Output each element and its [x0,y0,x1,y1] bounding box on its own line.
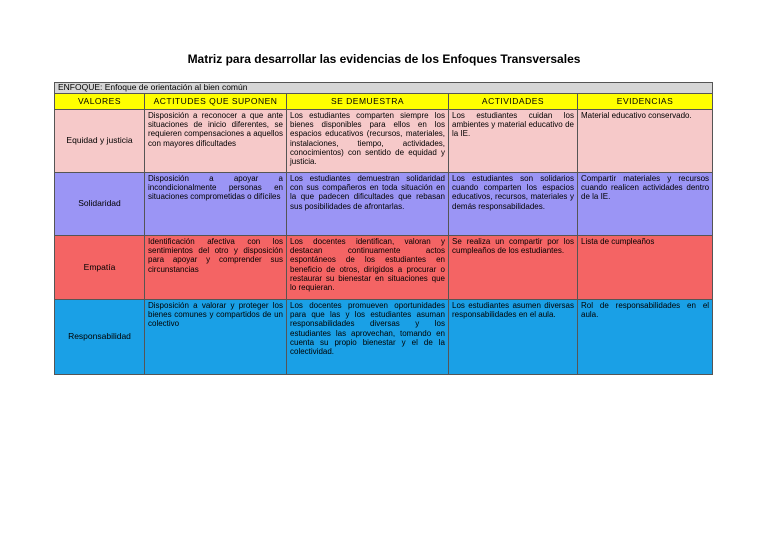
table-row-responsabilidad [55,300,713,375]
actividad-cell: Se realiza un compartir por los cumpleaños de los estudiantes. [449,236,578,300]
actividad-cell: Los estudiantes cuidan los ambientes y material educativo de la IE. [449,110,578,173]
actitud-cell: Disposición a reconocer a que ante situaciones de inicio diferentes, se requieren compensaciones a aquellos con mayores dificultades [145,110,287,173]
table-row-solidaridad [55,173,713,236]
evidencia-cell: Material educativo conservado. [578,110,713,173]
header-evidencias: EVIDENCIAS [578,94,713,110]
demuestra-cell: Los docentes identifican, valoran y destacan continuamente actos espontáneos de los estudiantes en beneficio de otros, dirigidos a procurar o restaurar su bienestar en situaciones que lo requieran. [287,236,449,300]
header-valores: VALORES [55,94,145,110]
header-demuestra: SE DEMUESTRA [287,94,449,110]
header-row [55,94,713,110]
table-row-empatia [55,236,713,300]
actitud-cell: Disposición a apoyar a incondicionalmente personas en situaciones comprometidas o difíciles [145,173,287,236]
actitud-cell: Identificación afectiva con los sentimientos del otro y disposición para apoyar y comprender sus circunstancias [145,236,287,300]
valor-cell: Solidaridad [55,173,145,236]
evidencia-cell: Compartir materiales y recursos cuando realicen actividades dentro de la IE. [578,173,713,236]
page-title: Matriz para desarrollar las evidencias de los Enfoques Transversales [187,52,581,66]
valor-cell: Equidad y justicia [55,110,145,173]
enfoque-label: ENFOQUE: Enfoque de orientación al bien común [55,83,713,94]
demuestra-cell: Los estudiantes comparten siempre los bienes disponibles para ellos en los espacios educativos (recursos, materiales, instalaciones, tiempo, actividades, conocimientos) con sentido de equidad y justicia. [287,110,449,173]
table-row-equidad [55,110,713,173]
demuestra-cell: Los estudiantes demuestran solidaridad con sus compañeros en toda situación en la que padecen dificultades que rebasan sus posibilidades de afrontarlas. [287,173,449,236]
enfoque-row [55,83,713,94]
actividad-cell: Los estudiantes asumen diversas responsabilidades en el aula. [449,300,578,375]
actividad-cell: Los estudiantes son solidarios cuando comparten los espacios educativos, recursos, materiales y demás responsabilidades. [449,173,578,236]
valor-cell: Empatía [55,236,145,300]
actitud-cell: Disposición a valorar y proteger los bienes comunes y compartidos de un colectivo [145,300,287,375]
demuestra-cell: Los docentes promueven oportunidades para que las y los estudiantes asuman responsabilidades diversas y los estudiantes las aprovechan, tomando en cuenta su propio bienestar y el de la colectividad. [287,300,449,375]
header-actividades: ACTIVIDADES [449,94,578,110]
evidencia-cell: Lista de cumpleaños [578,236,713,300]
header-actitudes: ACTITUDES QUE SUPONEN [145,94,287,110]
evidencia-cell: Rol de responsabilidades en el aula. [578,300,713,375]
evidence-matrix-table [54,82,713,375]
valor-cell: Responsabilidad [55,300,145,375]
